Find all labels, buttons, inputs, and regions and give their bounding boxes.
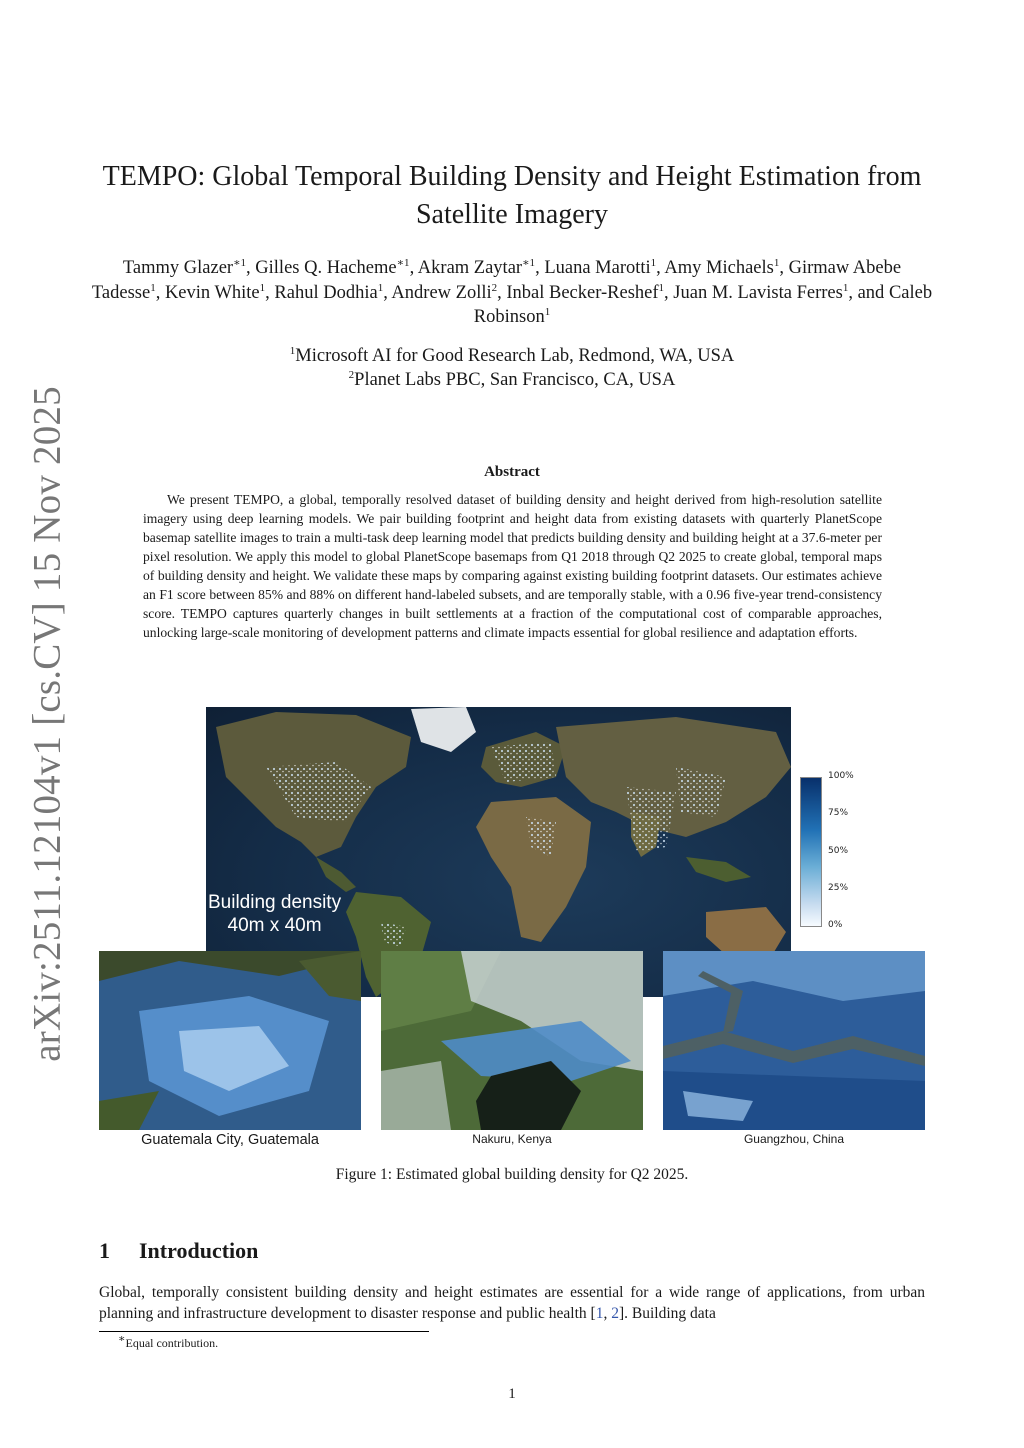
introduction-paragraph: Global, temporally consistent building density and height estimates are essential for a wide range of applications, from urban planning and infrastructure development to disaster response and public health [1, 2]. Building data xyxy=(99,1284,925,1322)
colorbar-tick-75: 75% xyxy=(828,808,849,818)
author-name: Girmaw Abebe Tadesse xyxy=(91,258,902,303)
author-name: Juan M. Lavista Ferres xyxy=(673,282,843,303)
author-name: Kevin White xyxy=(164,282,260,303)
footnote: ∗Equal contribution. xyxy=(118,1333,219,1350)
author-affiliation-mark: ∗1 xyxy=(233,256,247,269)
inset-caption-nakuru: Nakuru, Kenya xyxy=(472,1132,552,1146)
citation-link-1[interactable]: 1 xyxy=(595,1305,604,1322)
author-affiliation-mark: 1 xyxy=(259,281,266,294)
author-name: Andrew Zolli xyxy=(391,282,492,303)
author-list: Tammy Glazer$^{∗1}$, Gilles Q. Hacheme$^{∗1}$, Akram Zaytar$^{∗1}$, Luana Marotti$^1$, Amy Michaels$^1$, Girmaw Abebe Tadesse$^1$, Kevin White$^1$, Rahul Dodhia$^1$, Andrew Zolli$^2$, Inbal Becker-Reshef$^1$, Juan M. Lavista Ferres$^1$, and Caleb Robinson$^1$ xyxy=(91,256,933,327)
author-affiliation-mark: 1 xyxy=(544,305,551,318)
figure-caption: Figure 1: Estimated global building density for Q2 2025. xyxy=(335,1166,689,1183)
author-affiliation-mark: 1 xyxy=(773,256,780,269)
colorbar-tick-0: 0% xyxy=(828,920,843,930)
paper-title: TEMPO: Global Temporal Building Density and Height Estimation from Satellite Imagery xyxy=(102,161,922,230)
page-number: 1 xyxy=(508,1386,516,1402)
author-affiliation-mark: ∗1 xyxy=(396,256,410,269)
author-affiliation-mark: 1 xyxy=(150,281,156,294)
author-name: Inbal Becker-Reshef xyxy=(506,282,659,303)
colorbar-tick-100: 100% xyxy=(828,771,854,781)
colorbar-tick-25: 25% xyxy=(828,883,849,893)
abstract-heading: Abstract xyxy=(484,464,540,480)
author-name: Luana Marotti xyxy=(544,258,651,278)
affiliation-2: $^2$Planet Labs PBC, San Francisco, CA, USA xyxy=(348,368,676,390)
affiliation-1: $^1$Microsoft AI for Good Research Lab, Redmond, WA, USA xyxy=(289,344,735,366)
author-name: Akram Zaytar xyxy=(417,258,523,278)
author-affiliation-mark: ∗1 xyxy=(522,256,536,269)
footnote-rule xyxy=(99,1331,429,1332)
arxiv-identifier: arXiv:2511.12104v1 [cs.CV] 15 Nov 2025 xyxy=(25,386,69,1062)
author-affiliation-mark: 1 xyxy=(842,281,849,294)
citation-link-2[interactable]: 2 xyxy=(611,1305,619,1322)
inset-guangzhou xyxy=(663,951,925,1130)
inset-guatemala-city xyxy=(99,951,361,1130)
author-affiliation-mark: 1 xyxy=(377,281,384,294)
author-name: Tammy Glazer xyxy=(122,258,234,278)
inset-caption-guatemala: Guatemala City, Guatemala xyxy=(141,1132,319,1148)
author-affiliation-mark: 1 xyxy=(650,256,657,269)
colorbar-tick-50: 50% xyxy=(828,846,849,856)
author-name: Caleb Robinson xyxy=(473,282,933,327)
section-heading xyxy=(99,1238,258,1264)
map-label: Building density 40m x 40m xyxy=(208,892,342,936)
author-name: Rahul Dodhia xyxy=(274,282,378,303)
section-title: Introduction xyxy=(139,1238,259,1263)
author-name: Gilles Q. Hacheme xyxy=(255,258,397,278)
abstract-text: We present TEMPO, a global, temporally resolved dataset of building density and height derived from high-resolution satellite imagery using deep learning models. We pair building footprint and height data from existing datasets with quarterly PlanetScope basemap satellite images to train a multi-task deep learning model that predicts building density and building height at a 37.6-meter per pixel resolution. We apply this model to global PlanetScope basemaps from Q1 2018 through Q2 2025 to create global, temporal maps of building density and height. We validate these maps by comparing against existing building footprint datasets. Our estimates achieve an F1 score between 85% and 88% on different hand-labeled subsets, and are temporally stable, with a 0.96 five-year trend-consistency score. TEMPO captures quarterly changes in built settlements at a fraction of the computational cost of comparable approaches, unlocking large-scale monitoring of development patterns and climate impacts essential for global resilience and adaptation efforts. xyxy=(143,492,882,640)
inset-nakuru xyxy=(381,951,643,1130)
author-affiliation-mark: 2 xyxy=(491,281,498,294)
affiliations xyxy=(90,344,934,392)
author-name: Amy Michaels xyxy=(664,258,774,278)
inset-caption-guangzhou: Guangzhou, China xyxy=(743,1132,845,1146)
density-colorbar xyxy=(800,777,822,927)
author-affiliation-mark: 1 xyxy=(658,281,665,294)
section-number: 1 xyxy=(99,1238,110,1263)
